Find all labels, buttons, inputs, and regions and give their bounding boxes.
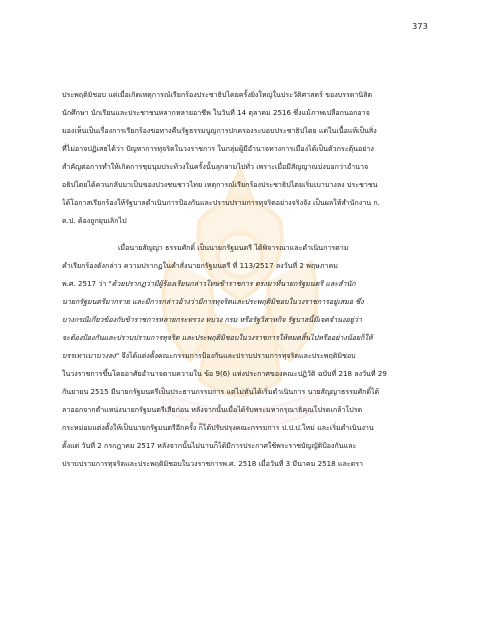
- paragraph-2: [62, 239, 434, 473]
- text-line: กระหม่อมแต่งตั้งให้เป็นนายกรัฐมนตรีอีกครั้ง ก็ได้ปรับปรุงคณะกรรมการ ป.ป.ป.ใหม่ และเริ่มดำเนินงาน: [62, 423, 374, 432]
- text-line: ที่ไม่อาจปฏิเสธได้ว่า ปัญหาการทุจริตในวงราชการ ในกลุ่มผู้มีอำนาจทางการเมืองได้เป็นตัวกระตุ้นอย่าง: [62, 144, 374, 153]
- quoted-text: นายกรัฐมนตรีมากราย และมีการกล่าวอ้างว่ามีการทุจริตและประพฤติมิชอบในวงราชการอยู่เสมอ ซึ่ง: [62, 297, 364, 306]
- text-line: ในวงราชการขึ้นโดยอาศัยอำนาจตามความใน ข้อ 9(6) แห่งประกาศของคณะปฏิวัติ ฉบับที่ 218 ลงวันที่ 29: [62, 369, 387, 378]
- text-line: [62, 347, 434, 365]
- text-line: [62, 275, 434, 293]
- quoted-text: "ด้วยปรากฏว่ามีผู้ร้องเรียนกล่าวโทษข้าราชการ ตรงมาที่นายกรัฐมนตรี และสำนัก: [108, 279, 356, 288]
- text-line: คำเรียกร้องดังกล่าว ความปรากฏในคำสั่งนายกรัฐมนตรี ที่ 113/2517 ลงวันที่ 2 พฤษภาคม: [62, 261, 338, 270]
- text-run: จึงได้แต่งตั้งคณะกรรมการป้องกันและปราบปรามการทุจริตและประพฤติมิชอบ: [119, 351, 356, 360]
- quoted-text: บางกรณีเกี่ยวข้องกับข้าราชการหลายกระทรวง ทบวง กรม หรือรัฐวิสาหกิจ รัฐบาลนี้มีเจตจำนงอยู่ว่า: [62, 315, 362, 324]
- quoted-text: บรรเทาเบาบางลง": [62, 351, 120, 360]
- text-line: อธิปไตยได้ควนกลับมาเป็นของปวงชนชาวไทย เหตุการณ์เรียกร้องประชาธิปไตยเริ่มเบาบางลง ประชาชน: [62, 180, 378, 189]
- text-line: กันยายน 2515 มีนายกรัฐมนตรีเป็นประธานกรรมการ แต่ไม่ทันได้เริ่มดำเนินการ นายสัญญาธรรมศักดิ์ได้: [62, 387, 380, 396]
- text-line: ต.ป. ต้องถูกยุบเลิกไป: [62, 216, 127, 225]
- text-line: นักศึกษา นักเรียนและประชาชนหลากหลายอาชีพ ในวันที่ 14 ตุลาคม 2516 ซึ่งแม้ภาพเปลือกนอกอาจ: [62, 108, 370, 117]
- text-line: ลาออกจากตำแหน่งนายกรัฐมนตรีเสียก่อน หลังจากนั้นเมื่อได้รับพระมหากรุณาธิคุณโปรดเกล้าโปรด: [62, 405, 363, 414]
- text-line: ปราบปรามการทุจริตและประพฤติมิชอบในวงราชการพ.ศ. 2518 เมื่อวันที่ 3 มีนาคม 2518 และตรา: [62, 459, 364, 468]
- text-run: พ.ศ. 2517 ว่า: [62, 279, 109, 288]
- text-line: ตั้งแต่ วันที่ 2 กรกฎาคม 2517 หลังจากนั้นไม่นานก็ได้มีการประกาศใช้พระราชบัญญัติป้องกันและ: [62, 441, 357, 450]
- quoted-text: จะต้องป้องกันและปราบปรามการทุจริต และประพฤติมิชอบในวงราชการให้หมดสิ้นไปหรืออย่างน้อยก็ให้: [62, 333, 373, 342]
- text-line: ได้โอกาสเรียกร้องให้รัฐบาลดำเนินการป้องกันและปราบปรามการทุจริตอย่างจริงจัง เป็นผลให้สำนักงาน ก.: [62, 198, 380, 207]
- page-number: 373: [412, 22, 428, 31]
- document-body: [62, 86, 434, 473]
- text-line: มองเห็นเป็นเรื่องการเรียกร้องขอทางคืนรัฐธรรมนูญการปกครองระบอบประชาธิปไตย แต่ในเนื้อแท้เป็นสิ่ง: [62, 126, 377, 135]
- text-line: เมื่อนายสัญญา ธรรมศักดิ์ เป็นนายกรัฐมนตรี ได้พิจารณาและดำเนินการตาม: [118, 243, 349, 252]
- paragraph-1: [62, 86, 434, 230]
- text-line: สำคัญต่อการทำให้เกิดการชุมนุมประท้วงในครั้งนั้นลุกลามไปทั่ว เพราะเมื่อมีสัญญาณบ่งบอกว่าอำนาจ: [62, 162, 369, 171]
- text-line: ประพฤติมิชอบ แต่เมื่อเกิดเหตุการณ์เรียกร้องประชาธิปไตยครั้งยิ่งใหญ่ในประวัติศาสตร์ ของบรรดานิสิต: [62, 90, 373, 99]
